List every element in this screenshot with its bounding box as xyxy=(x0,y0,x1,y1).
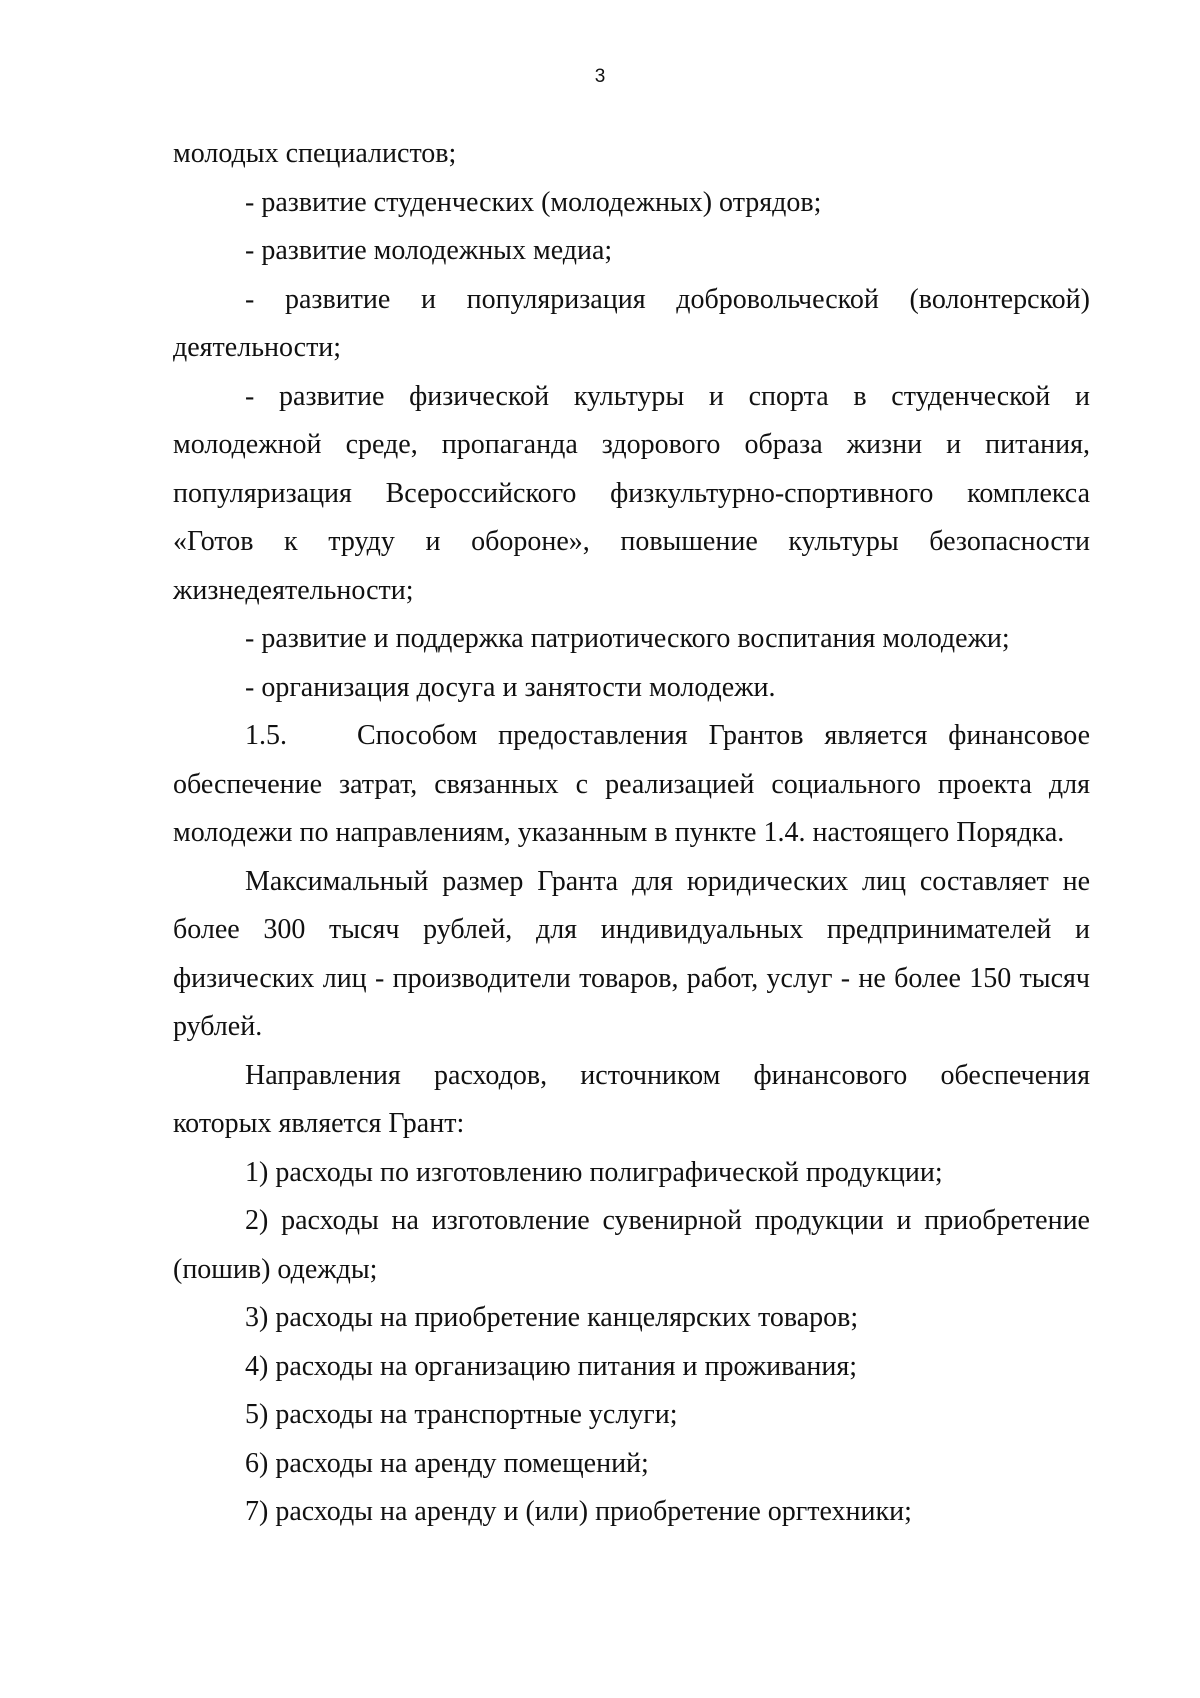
expense-item-6: 6) расходы на аренду помещений; xyxy=(245,1447,649,1479)
expense-item-3: 3) расходы на приобретение канцелярских товаров; xyxy=(245,1302,859,1333)
page-number: 3 xyxy=(594,66,606,87)
paragraph-expense-directions: Направления расходов, источником финансового обеспечения которых является Грант: xyxy=(173,1059,1090,1139)
section-text: Способом предоставления Грантов является финансовое обеспечение затрат, связанных с реализацией социального проекта для молодежи по направлениям, указанным в пункте 1.4. настоящего Порядка. xyxy=(173,720,1090,848)
expense-item-1: 1) расходы по изготовлению полиграфической продукции; xyxy=(245,1156,943,1188)
list-item-youth-media: - развитие молодежных медиа; xyxy=(245,235,613,266)
list-item-sports: - развитие физической культуры и спорта в студенческой и молодежной среде, пропаганда здорового образа жизни и питания, популяризация Всероссийского физкультурно-спортивного комплекса «Готов к труду и обороне», повышение культуры безопасности жизнедеятельности; xyxy=(173,380,1090,606)
paragraph-max-grant: Максимальный размер Гранта для юридических лиц составляет не более 300 тысяч рублей, для индивидуальных предпринимателей и физических лиц - производители товаров, работ, услуг - не более 150 тысяч рублей. xyxy=(173,865,1090,1042)
expense-item-7: 7) расходы на аренду и (или) приобретение оргтехники; xyxy=(245,1496,912,1527)
list-item-volunteering: - развитие и популяризация добровольческой (волонтерской) деятельности; xyxy=(173,283,1090,363)
document-body xyxy=(173,130,1090,1537)
expense-item-5: 5) расходы на транспортные услуги; xyxy=(245,1399,678,1430)
list-item-leisure: - организация досуга и занятости молодежи. xyxy=(245,671,776,703)
section-number: 1.5. xyxy=(245,720,287,751)
expense-item-2: 2) расходы на изготовление сувенирной продукции и приобретение (пошив) одежды; xyxy=(173,1205,1090,1285)
paragraph-continuation: молодых специалистов; xyxy=(173,138,457,169)
list-item-patriotic-education: - развитие и поддержка патриотического воспитания молодежи; xyxy=(245,623,1010,654)
list-item-student-teams: - развитие студенческих (молодежных) отрядов; xyxy=(245,186,822,218)
expense-item-4: 4) расходы на организацию питания и проживания; xyxy=(245,1350,857,1382)
section-1-5 xyxy=(173,712,1090,858)
